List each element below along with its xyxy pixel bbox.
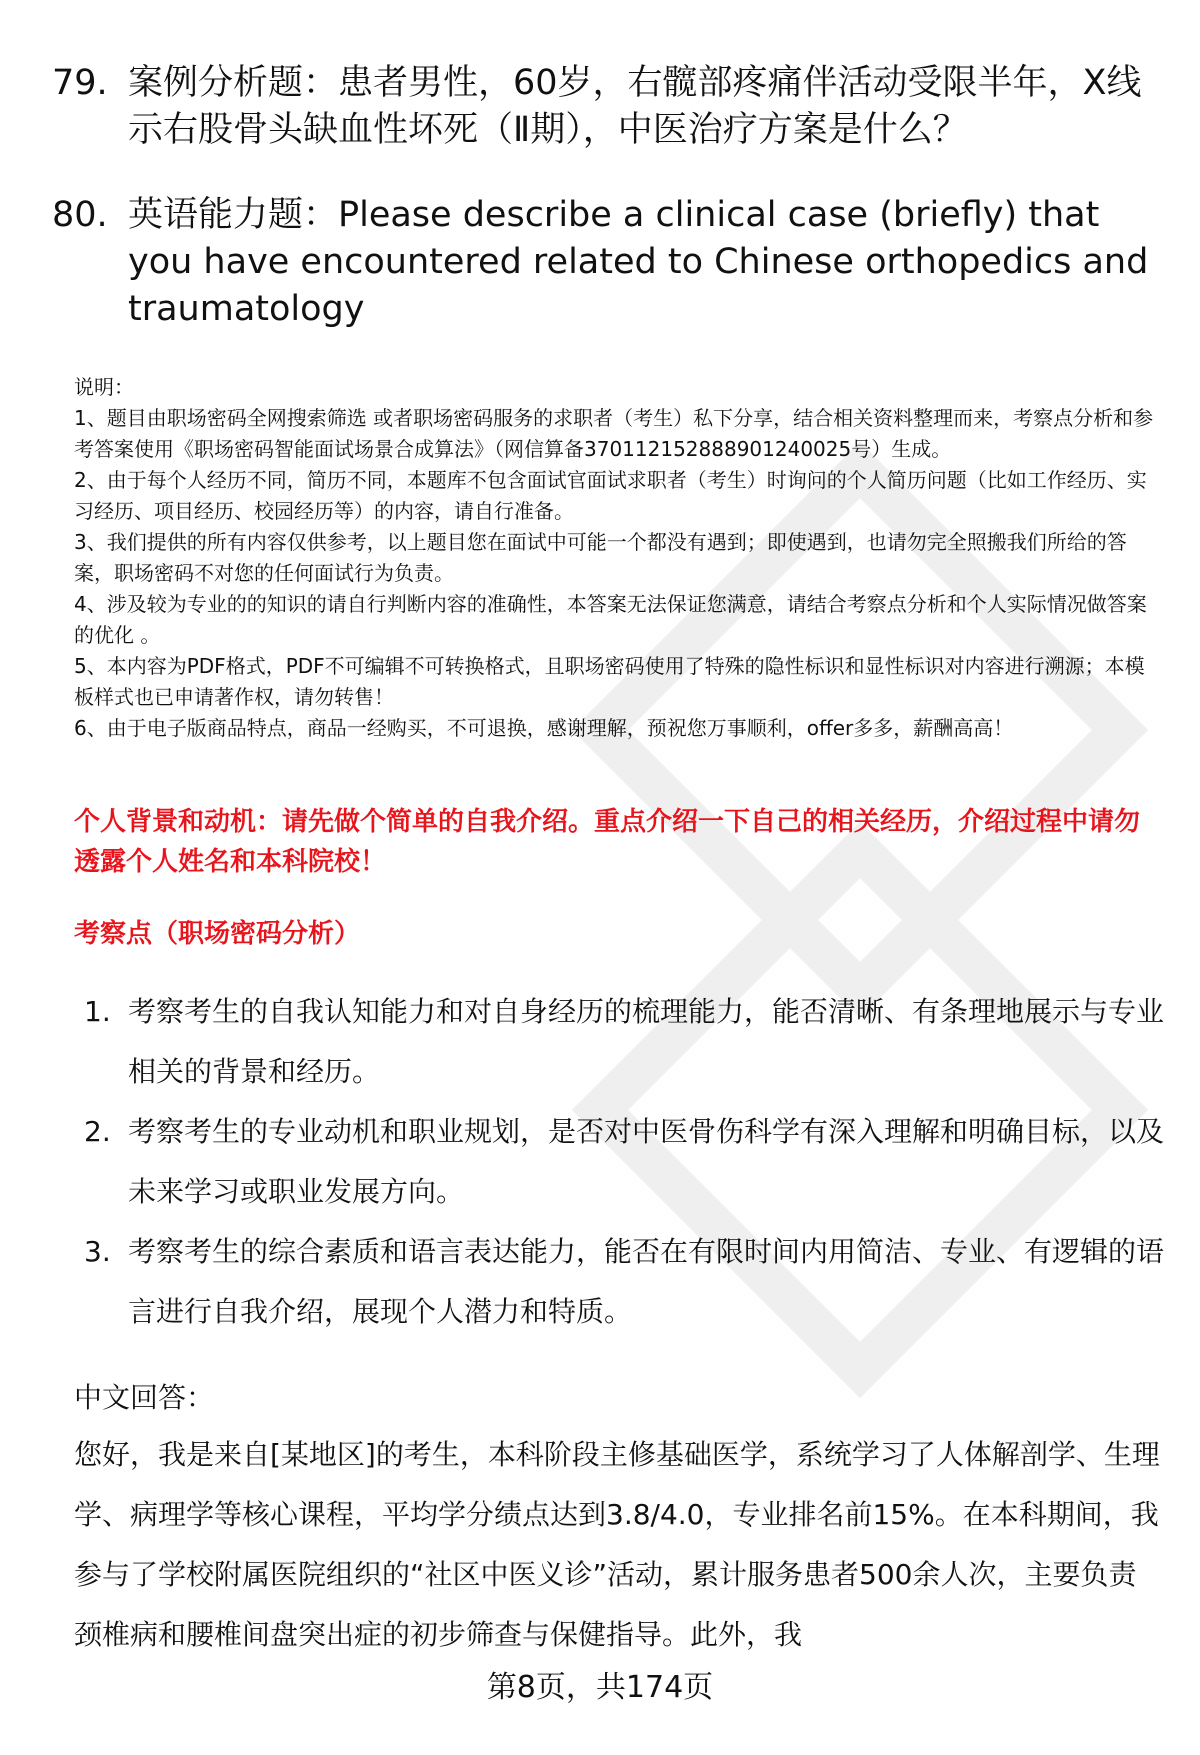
- item-text: 考察考生的自我认知能力和对自身经历的梳理能力，能否清晰、有条理地展示与专业相关的背景和经历。: [128, 995, 1165, 1088]
- assessment-points: [84, 982, 1164, 1342]
- question-79: [52, 60, 1162, 154]
- question-text: 案例分析题：患者男性，60岁，右髋部疼痛伴活动受限半年，X线示右股骨头缺血性坏死（Ⅱ期），中医治疗方案是什么？: [128, 63, 1142, 150]
- note-item: 2、由于每个人经历不同，简历不同，本题库不包含面试官面试求职者（考生）时询问的个人简历问题（比如工作经历、实习经历、项目经历、校园经历等）的内容，请自行准备。: [74, 468, 1147, 523]
- answer-text: 您好，我是来自[某地区]的考生，本科阶段主修基础医学，系统学习了人体解剖学、生理学、病理学等核心课程，平均学分绩点达到3.8/4.0，专业排名前15%。在本科期间，我参与了学校附属医院组织的“社区中医义诊”活动，累计服务患者500余人次，主要负责颈椎病和腰椎间盘突出症的初步筛查与保健指导。此外，我: [74, 1438, 1160, 1651]
- points-title: 考察点（职场密码分析）: [74, 919, 361, 949]
- list-item: [84, 1102, 1164, 1222]
- item-number: 3.: [84, 1235, 111, 1268]
- list-item: [84, 1222, 1164, 1342]
- question-number: 80.: [52, 195, 108, 235]
- item-text: 考察考生的综合素质和语言表达能力，能否在有限时间内用简洁、专业、有逻辑的语言进行自我介绍，展现个人潜力和特质。: [128, 1235, 1165, 1328]
- item-number: 1.: [84, 995, 111, 1028]
- section-heading: 个人背景和动机：请先做个简单的自我介绍。重点介绍一下自己的相关经历，介绍过程中请勿透露个人姓名和本科院校！: [74, 807, 1141, 877]
- list-item: [84, 982, 1164, 1102]
- answer-label: 中文回答：: [74, 1381, 215, 1414]
- note-item: 6、由于电子版商品特点，商品一经购买，不可退换，感谢理解，预祝您万事顺利，offer多多，薪酬高高！: [74, 716, 1014, 740]
- note-item: 4、涉及较为专业的的知识的请自行判断内容的准确性，本答案无法保证您满意，请结合考察点分析和个人实际情况做答案的优化 。: [74, 592, 1147, 647]
- notes-title: 说明：: [74, 375, 134, 399]
- page-number: 第8页，共174页: [486, 1670, 714, 1705]
- notes-section: [74, 372, 1160, 744]
- item-number: 2.: [84, 1115, 111, 1148]
- question-number: 79.: [52, 63, 108, 103]
- question-80: [52, 192, 1162, 333]
- note-item: 3、我们提供的所有内容仅供参考，以上题目您在面试中可能一个都没有遇到；即使遇到，也请勿完全照搬我们所给的答案，职场密码不对您的任何面试行为负责。: [74, 530, 1127, 585]
- item-text: 考察考生的专业动机和职业规划，是否对中医骨伤科学有深入理解和明确目标，以及未来学习或职业发展方向。: [128, 1115, 1165, 1208]
- note-item: 5、本内容为PDF格式，PDF不可编辑不可转换格式，且职场密码使用了特殊的隐性标识和显性标识对内容进行溯源；本模板样式也已申请著作权，请勿转售！: [74, 654, 1145, 709]
- question-text: 英语能力题：Please describe a clinical case (briefly) that you have encountered related to Chinese orthopedics and traumatology: [128, 195, 1149, 329]
- note-item: 1、题目由职场密码全网搜索筛选 或者职场密码服务的求职者（考生）私下分享，结合相关资料整理而来，考察点分析和参考答案使用《职场密码智能面试场景合成算法》（网信算备370112152888901240025号）生成。: [74, 406, 1154, 461]
